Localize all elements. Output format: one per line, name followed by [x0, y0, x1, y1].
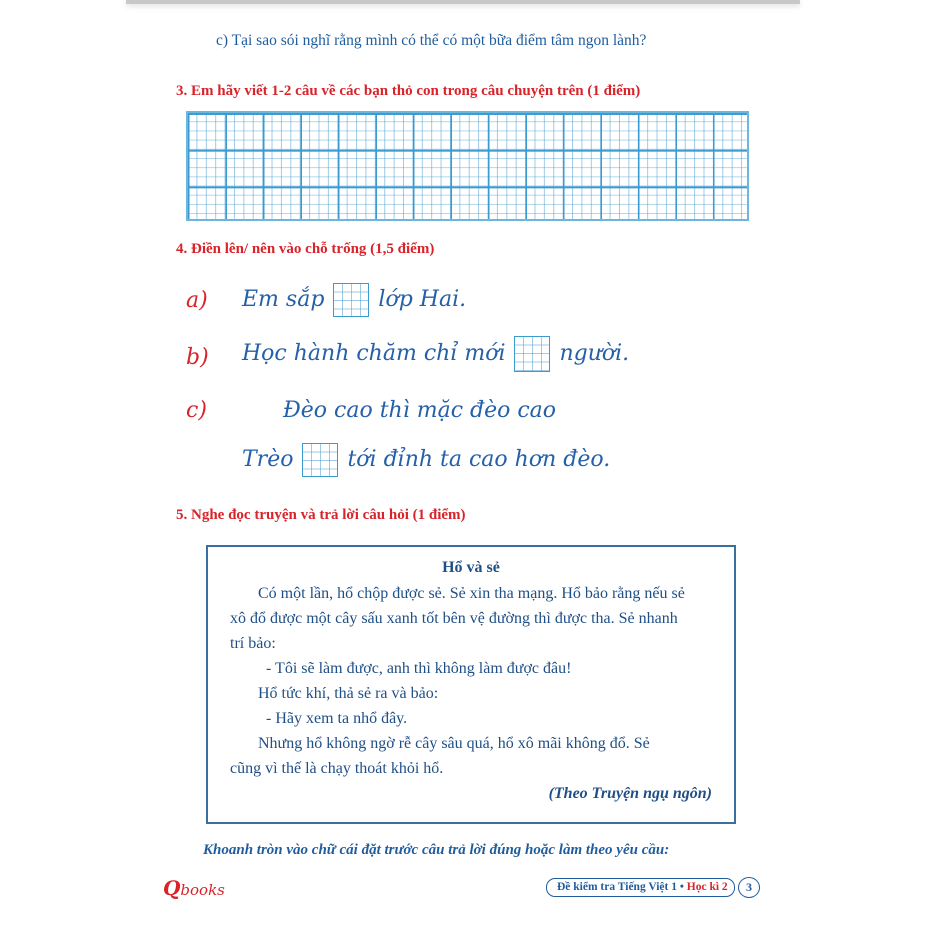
item-c-blank[interactable]	[302, 443, 338, 477]
item-b-blank[interactable]	[514, 336, 550, 372]
item-b-after: người.	[559, 341, 630, 366]
writing-grid[interactable]	[186, 111, 749, 221]
section-3-heading: 3. Em hãy viết 1-2 câu về các bạn thỏ con trong câu chuyện trên (1 điểm)	[176, 83, 641, 99]
section-4-heading: 4. Điền lên/ nên vào chỗ trống (1,5 điểm)	[176, 241, 435, 257]
story-box	[206, 545, 736, 824]
item-a-label: a)	[186, 288, 208, 313]
logo-q: Q	[163, 876, 181, 900]
item-c-line-1: Đèo cao thì mặc đèo cao	[283, 398, 557, 423]
story-line: cũng vì thế là chạy thoát khỏi hổ.	[230, 760, 444, 777]
story-title: Hổ và sẻ	[442, 559, 500, 576]
story-line: Nhưng hổ không ngờ rễ cây sâu quá, hổ xô mãi không đổ. Sẻ	[258, 735, 650, 752]
item-c-line-2	[242, 443, 610, 477]
story-line: Hổ tức khí, thả sẻ ra và bảo:	[258, 685, 439, 702]
page-top-edge	[126, 0, 800, 4]
story-line: - Hãy xem ta nhổ đây.	[266, 710, 408, 727]
story-line: xô đổ được một cây sấu xanh tốt bên vệ đường thì được tha. Sẻ nhanh	[230, 610, 678, 627]
item-c-label: c)	[186, 398, 207, 423]
question-2c: c) Tại sao sói nghĩ rằng mình có thể có một bữa điểm tâm ngon lành?	[216, 32, 647, 49]
qbooks-logo	[163, 876, 225, 900]
story-line: - Tôi sẽ làm được, anh thì không làm được đâu!	[266, 660, 572, 677]
page-number: 3	[738, 877, 760, 898]
item-b-before: Học hành chăm chỉ mới	[242, 341, 506, 366]
story-line: Có một lần, hổ chộp được sẻ. Sẻ xin tha mạng. Hổ bảo rằng nếu sẻ	[258, 585, 685, 602]
item-a-line	[242, 283, 466, 317]
footer-book-title	[546, 878, 735, 897]
logo-text: books	[180, 881, 225, 899]
story-line: trí bảo:	[230, 635, 276, 652]
story-source: (Theo Truyện ngụ ngôn)	[548, 785, 712, 802]
item-c-after: tới đỉnh ta cao hơn đèo.	[347, 447, 611, 472]
instruction: Khoanh tròn vào chữ cái đặt trước câu trả lời đúng hoặc làm theo yêu cầu:	[203, 842, 670, 858]
item-a-before: Em sắp	[242, 287, 325, 312]
item-c-before: Trèo	[242, 447, 294, 472]
item-b-line	[242, 336, 629, 372]
item-b-label: b)	[186, 345, 209, 370]
item-a-after: lớp Hai.	[378, 287, 467, 312]
section-5-heading: 5. Nghe đọc truyện và trả lời câu hỏi (1 điểm)	[176, 507, 466, 523]
book-title: Đề kiểm tra Tiếng Việt 1 •	[557, 881, 684, 893]
book-term: Học kì 2	[686, 881, 728, 893]
item-a-blank[interactable]	[333, 283, 369, 317]
